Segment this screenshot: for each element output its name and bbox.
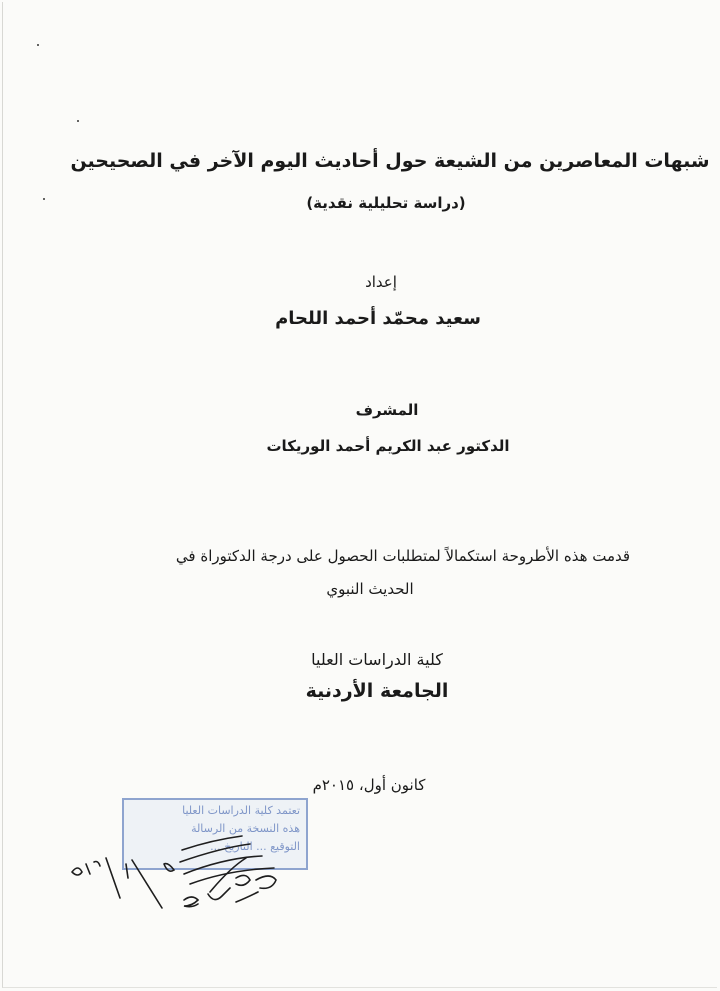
thesis-title: شبهات المعاصرين من الشيعة حول أحاديث اليوم الآخر في الصحيحين — [70, 150, 710, 172]
university-name: الجامعة الأردنية — [305, 680, 449, 702]
prepared-by-label: إعداد — [365, 273, 397, 291]
submission-statement: قدمت هذه الأطروحة استكمالاً لمتطلبات الحصول على درجة الدكتوراة في — [175, 547, 631, 565]
supervisor-label: المشرف — [355, 401, 419, 419]
handwritten-signature — [60, 820, 300, 915]
stamp-line: التوقيع ... التاريخ ... — [210, 840, 300, 853]
stamp-line: هذه النسخة من الرسالة — [191, 822, 300, 835]
supervisor-name: الدكتور عبد الكريم أحمد الوريكات — [266, 437, 510, 455]
author-name: سعيد محمّد أحمد اللحام — [275, 308, 481, 329]
stamp-line: تعتمد كلية الدراسات العليا — [182, 804, 300, 817]
submission-field: الحديث النبوي — [326, 580, 414, 598]
scan-speck — [77, 120, 79, 122]
scan-speck — [37, 44, 39, 46]
submission-date: كانون أول، ٢٠١٥م — [312, 776, 426, 794]
faculty-name: كلية الدراسات العليا — [311, 650, 443, 669]
thesis-subtitle: (دراسة تحليلية نقدية) — [306, 194, 466, 212]
